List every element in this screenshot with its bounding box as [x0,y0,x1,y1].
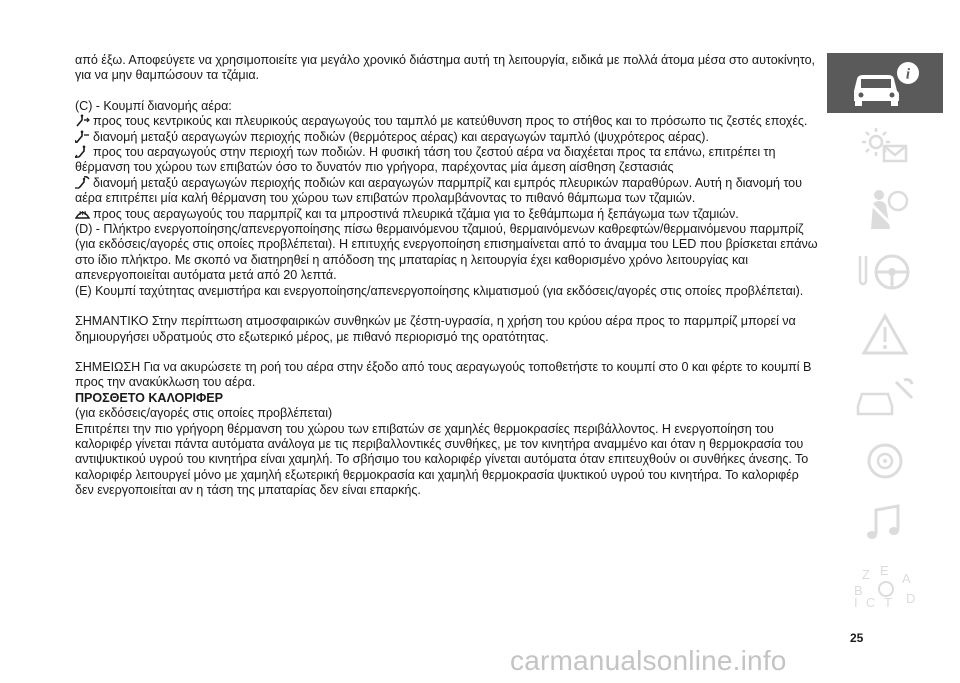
warning-lights-icon [846,122,924,170]
intro-paragraph: από έξω. Αποφεύγετε να χρησιμοποιείτε για μεγάλο χρονικό διάστημα αυτή τη λειτουργία, ειδικά με πολλά άτομα μέσα στο αυτοκίνητο, για να μην θαμπώσουν τα τζάμια. [75,53,815,83]
feet-and-windshield-vents-icon [75,176,90,189]
index-letter: A [902,571,911,586]
index-letter: C [866,595,876,610]
tab-multimedia[interactable] [827,494,943,554]
note-paragraph: ΣΗΜΕΙΩΣΗ Για να ακυρώσετε τη ροή του αέρα στην έξοδο από τους αεραγωγούς τοποθετήστε το κουμπί στο 0 και φέρτε το κουμπί B προς την ανακύκλωση του αέρα. [75,359,812,390]
c-item-face: προς τους κεντρικούς και πλευρικούς αεραγωγούς του ταμπλό με κατεύθυνση προς το στήθος και το πρόσωπο τις ζεστές εποχές. [75,114,820,129]
index-letter: I [854,595,858,610]
seatbelt-icon [846,185,924,233]
index-letter: T [884,595,892,610]
feet-vents-icon [75,145,90,158]
windshield-defrost-icon [75,207,90,220]
e-paragraph: (E) Κουμπί ταχύτητας ανεμιστήρα και ενεργοποίησης/απενεργοποίησης κλιματισμού (για εκδόσεις/αγορές στις οποίες προβλέπεται). [75,283,804,298]
warning-triangle-icon [846,311,924,359]
tab-dashboard[interactable] [827,116,943,176]
face-vents-icon [75,114,90,127]
watermark: carmanualsonline.info [510,645,787,676]
index-letter: B [854,583,863,598]
c-item-windshield: προς τους αεραγωγούς του παρμπρίζ και τα μπροστινά πλευρικά τζάμια για το ξεθάμπωμα ή ξεπάγωμα των τζαμιών. [75,207,820,222]
heater-heading: ΠΡΟΣΘΕΤΟ ΚΑΛΟΡΙΦΕΡ [75,390,223,405]
tab-index[interactable] [827,557,943,617]
car-info-icon [846,59,924,107]
svg-text:i: i [905,66,911,83]
music-note-icon [846,500,924,548]
steering-wheel-icon [846,248,924,296]
heater-body: Επιτρέπει την πιο γρήγορη θέρμανση του χώρου των επιβατών σε χαμηλές θερμοκρασίες περιβάλλοντος. Η ενεργοποίηση του καλοριφέρ γίνεται πάντα αυτόματα ανάλογα με τις περιβαλλοντικές συνθήκες, με τον κινητήρα αναμμένο και όταν η θερμοκρασία του αντιψυκτικού υγρού του κινητήρα είναι χαμηλή. Το σβήσιμο του καλοριφέρ γίνεται αυτόματα όταν επιτευχθούν οι συνθήκες άνεσης. Το καλοριφέρ λειτουργεί μόνο με χαμηλή εξωτερική θερμοκρασία και χαμηλή θερμοκρασία ψυκτικού υγρού του κινητήρα. Το καλοριφέρ δεν ενεργοποιείται αν η τάση της μπαταρίας δεν είναι επαρκής. [75,421,809,498]
chapter-sidebar [827,53,943,620]
important-paragraph: ΣΗΜΑΝΤΙΚΟ Στην περίπτωση ατμοσφαιρικών συνθηκών με ζέστη-υγρασία, η χρήση του κρύου αέρα προς το παρμπρίζ μπορεί να δημιουργήσει υδρατμούς στο εξωτερικό μέρος, με πιθανό περιορισμό της ορατότητας. [75,314,796,344]
tab-emergency[interactable] [827,305,943,365]
tab-starting-driving[interactable] [827,242,943,302]
c-item-face-feet: διανομή μεταξύ αεραγωγών περιοχής ποδιών (θερμότερος αέρας) και αεραγωγών ταμπλό (ψυχρότερος αέρας). [75,130,820,145]
index-letter: D [906,591,916,606]
face-and-feet-vents-icon [75,130,90,143]
alphabetical-index-icon [846,563,924,611]
c-item-feet: προς του αεραγωγούς στην περιοχή των ποδιών. Η φυσική τάση του ζεστού αέρα να διαχέεται προς τα επάνω, επιτρέπει τη θέρμανση του χώρου των επιβατών όσο το δυνατόν πιο γρήγορα, παρέχοντας μία άμεση αίσθηση ζεστασιάς [75,145,776,175]
d-paragraph: (D) - Πλήκτρο ενεργοποίησης/απενεργοποίησης πίσω θερμαινόμενου τζαμιού, θερμαινόμενων καθρεφτών/θερμαινόμενου παρμπρίζ (για εκδόσεις/αγορές στις οποίες προβλέπεται). Η επιτυχής ενεργοποίηση επισημαίνεται από το άναμμα του LED που βρίσκεται επάνω στο ίδιο πλήκτρο. Με σκοπό να διατηρηθεί η απόδοση της μπαταρίας η λειτουργία έχει καθορισμένο χρόνο λειτουργίας και απενεργοποιείται αυτόματα μετά από 20 λεπτά. [75,222,818,283]
wheel-settings-icon [846,437,924,485]
page-number: 25 [850,631,864,645]
c-heading: (C) - Κουμπί διανομής αέρα: [75,98,232,113]
tab-maintenance[interactable] [827,368,943,428]
wrench-car-icon [846,374,924,422]
c-item-feet-windshield: διανομή μεταξύ αεραγωγών περιοχής ποδιών και αεραγωγών παρμπρίζ και εμπρός πλευρικών παραθύρων. Αυτή η διανομή του αέρα επιτρέπει μία καλή θέρμανση του χώρου των επιβατών προλαμβάνοντας το πιθανό θάμπωμα των τζαμιών. [75,175,802,206]
tab-safety[interactable] [827,179,943,239]
tab-technical-data[interactable] [827,431,943,491]
tab-vehicle-info[interactable] [827,53,943,113]
index-letter: E [880,563,889,578]
manual-text [75,53,820,499]
heater-subtitle: (για εκδόσεις/αγορές στις οποίες προβλέπεται) [75,406,333,421]
index-letter: Z [862,567,870,582]
